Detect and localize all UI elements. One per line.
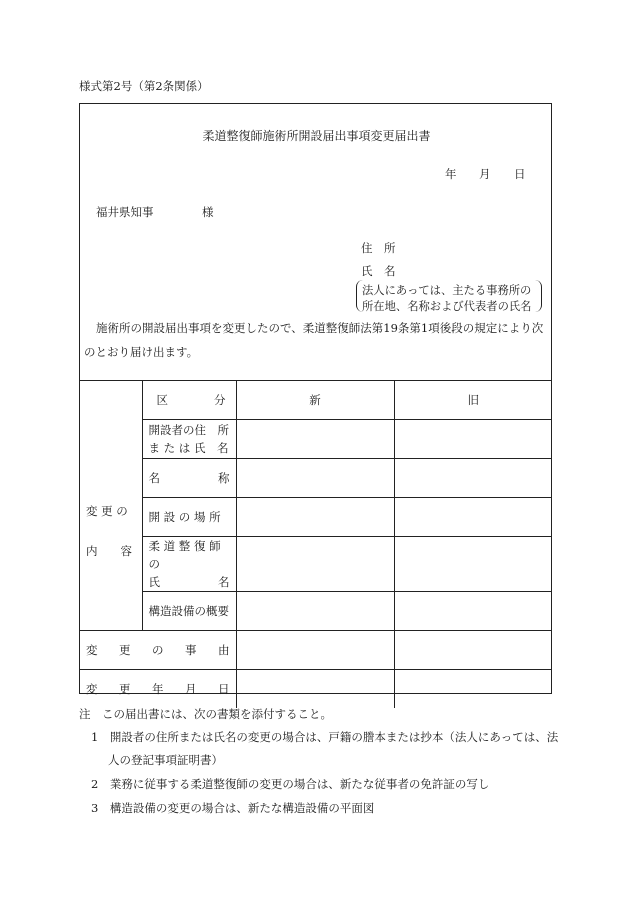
header-old: 旧 xyxy=(394,381,552,420)
date-month: 月 xyxy=(479,167,491,181)
date-char-5: 日 xyxy=(218,682,230,696)
addressee-name: 福井県知事 xyxy=(96,205,154,219)
header-category-b: 分 xyxy=(214,393,226,407)
row-founder-line2: ま た は 氏 名 xyxy=(148,441,229,455)
old-value-cell[interactable] xyxy=(394,537,552,592)
reason-char-4: 事 xyxy=(185,643,197,657)
row-name-b: 称 xyxy=(218,471,230,485)
new-value-cell[interactable] xyxy=(236,498,394,537)
date-char-3: 年 xyxy=(152,682,164,696)
group-label-cell xyxy=(80,381,142,631)
form-title: 柔道整復師施術所開設届出事項変更届出書 xyxy=(202,129,431,143)
name-label-2: 名 xyxy=(384,264,396,278)
new-value-cell[interactable] xyxy=(236,631,394,670)
table-row xyxy=(80,459,552,498)
new-value-cell[interactable] xyxy=(236,420,394,459)
form-frame xyxy=(79,103,552,694)
header-new: 新 xyxy=(236,381,394,420)
old-value-cell[interactable] xyxy=(394,498,552,537)
old-value-cell[interactable] xyxy=(394,670,552,709)
new-value-cell[interactable] xyxy=(236,592,394,631)
old-value-cell[interactable] xyxy=(394,420,552,459)
table-row xyxy=(80,670,552,709)
body-text-line2: のとおり届け出ます。 xyxy=(84,345,199,359)
old-value-cell[interactable] xyxy=(394,592,552,631)
row-founder-label xyxy=(142,420,236,459)
reason-char-2: 更 xyxy=(119,643,131,657)
row-practitioner-a: 氏 xyxy=(148,575,160,589)
date-year: 年 xyxy=(445,167,457,181)
reason-char-5: 由 xyxy=(218,643,230,657)
table-row xyxy=(80,420,552,459)
corporation-note-line1: 法人にあっては、主たる事務所の xyxy=(362,284,532,297)
row-name-label xyxy=(142,459,236,498)
name-label-1: 氏 xyxy=(361,264,373,278)
change-details-table xyxy=(80,380,552,708)
group-label-line1: 変 更 の xyxy=(86,503,128,518)
old-value-cell[interactable] xyxy=(394,459,552,498)
row-location-label: 開 設 の 場 所 xyxy=(142,498,236,537)
notes-item3: 3 構造設備の変更の場合は、新たな構造設備の平面図 xyxy=(91,801,375,815)
header-category xyxy=(142,381,236,420)
date-char-4: 月 xyxy=(185,682,197,696)
table-row xyxy=(80,498,552,537)
date-char-2: 更 xyxy=(119,682,131,696)
row-practitioner-line1: 柔 道 整 復 師 の xyxy=(148,539,221,571)
table-row xyxy=(80,537,552,592)
reason-char-1: 変 xyxy=(86,643,98,657)
row-name-a: 名 xyxy=(148,471,160,485)
addressee-honorific: 様 xyxy=(202,205,214,219)
form-number-label: 様式第2号（第2条関係） xyxy=(79,79,209,93)
row-date-label xyxy=(80,670,236,709)
body-text-line1: 施術所の開設届出事項を変更したので、柔道整復師法第19条第1項後段の規定により次 xyxy=(96,321,544,335)
notes-item2: 2 業務に従事する柔道整復師の変更の場合は、新たな従事者の免許証の写し xyxy=(91,777,490,791)
old-value-cell[interactable] xyxy=(394,631,552,670)
notes-item1-line2: 人の登記事項証明書） xyxy=(108,753,223,767)
row-founder-line1: 開設者の住 所 xyxy=(148,423,229,437)
reason-char-3: の xyxy=(152,643,164,657)
header-category-a: 区 xyxy=(156,393,168,407)
table-row xyxy=(80,592,552,631)
date-day: 日 xyxy=(514,167,526,181)
address-label-1: 住 xyxy=(361,241,373,255)
date-char-1: 変 xyxy=(86,682,98,696)
new-value-cell[interactable] xyxy=(236,537,394,592)
new-value-cell[interactable] xyxy=(236,459,394,498)
row-practitioner-label xyxy=(142,537,236,592)
group-label-line2: 内 容 xyxy=(86,543,132,558)
table-header-row xyxy=(80,381,552,420)
row-facility-label: 構造設備の概要 xyxy=(142,592,236,631)
new-value-cell[interactable] xyxy=(236,670,394,709)
row-reason-label xyxy=(80,631,236,670)
corporation-note-line2: 所在地、名称および代表者の氏名 xyxy=(362,300,532,313)
row-practitioner-b: 名 xyxy=(218,575,230,589)
table-row xyxy=(80,631,552,670)
notes-item1-line1: 1 開設者の住所または氏名の変更の場合は、戸籍の謄本または抄本（法人にあっては、法 xyxy=(91,730,559,744)
notes-intro: 注 この届出書には、次の書類を添付すること。 xyxy=(79,707,332,721)
address-label-2: 所 xyxy=(384,241,396,255)
